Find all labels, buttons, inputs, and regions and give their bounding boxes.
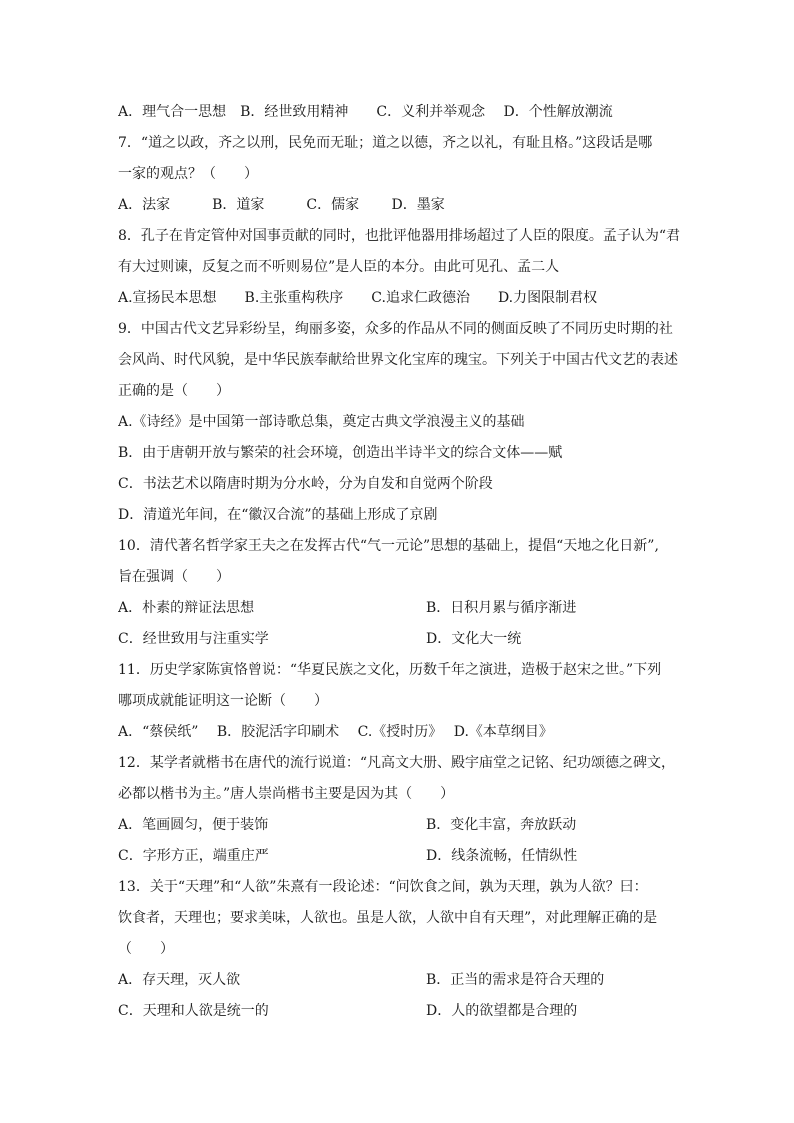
q12-option-d: D．线条流畅，任情纵性: [426, 848, 578, 864]
q8-stem-line-1: 8．孔子在肯定管仲对国事贡献的同时，也批评他器用排场超过了人臣的限度。孟子认为“君: [118, 228, 680, 244]
q11-stem-line-2: 哪项成就能证明这一论断（ ）: [118, 693, 328, 709]
q6-options: A．理气合一思想 B．经世致用精神 C．义利并举观念 D．个性解放潮流: [118, 104, 613, 120]
q9-option-d: D．清道光年间，在“徽汉合流”的基础上形成了京剧: [118, 507, 438, 523]
q13-options-row-1: [118, 965, 680, 996]
q12-stem-line-1: 12．某学者就楷书在唐代的流行说道：“凡高文大册、殿宇庙堂之记铭、纪功颂德之碑文，: [118, 755, 675, 771]
q10-option-b: B．日积月累与循序渐进: [426, 600, 577, 616]
q12-option-a: A．笔画圆匀，便于装饰: [118, 817, 269, 833]
q13-stem-line-3: （ ）: [118, 941, 174, 957]
q10-option-c: C．经世致用与注重实学: [118, 631, 269, 647]
document-page: [118, 97, 680, 1027]
q8-options: A.宣扬民本思想 B.主张重构秩序 C.追求仁政德治 D.力图限制君权: [118, 290, 598, 306]
q13-stem-line-1: 13．关于“天理”和“人欲”朱熹有一段论述：“问饮食之间，孰为天理，孰为人欲？曰：: [118, 879, 648, 895]
q13-stem-line-2: 饮食者，天理也；要求美味，人欲也。虽是人欲，人欲中自有天理”，对此理解正确的是: [118, 910, 658, 926]
q12-stem-line-2: 必都以楷书为主。”唐人崇尚楷书主要是因为其（ ）: [118, 786, 455, 802]
q11-options: A．“蔡侯纸” B．胶泥活字印刷术 C.《授时历》 D.《本草纲目》: [118, 724, 553, 740]
q9-stem-line-1: 9．中国古代文艺异彩纷呈，绚丽多姿，众多的作品从不同的侧面反映了不同历史时期的社: [118, 321, 673, 337]
q10-option-d: D．文化大一统: [426, 631, 522, 647]
q13-option-b: B．正当的需求是符合天理的: [426, 972, 605, 988]
q10-options-row-1: [118, 593, 680, 624]
q10-options-row-2: [118, 624, 680, 655]
q7-stem-line-2: 一家的观点？（ ）: [118, 166, 258, 182]
q9-stem-line-2: 会风尚、时代风貌，是中华民族奉献给世界文化宝库的瑰宝。下列关于中国古代文艺的表述: [118, 352, 678, 368]
q13-option-a: A．存天理，灭人欲: [118, 972, 241, 988]
q9-option-b: B．由于唐朝开放与繁荣的社会环境，创造出半诗半文的综合文体——赋: [118, 445, 563, 461]
q9-stem-line-3: 正确的是（ ）: [118, 383, 230, 399]
q9-option-c: C．书法艺术以隋唐时期为分水岭，分为自发和自觉两个阶段: [118, 476, 493, 492]
q7-stem-line-1: 7．“道之以政，齐之以刑，民免而无耻；道之以德，齐之以礼，有耻且格。”这段话是哪: [118, 135, 653, 151]
q9-option-a: A.《诗经》是中国第一部诗歌总集，奠定古典文学浪漫主义的基础: [118, 414, 525, 430]
q13-option-c: C．天理和人欲是统一的: [118, 1003, 269, 1019]
q12-options-row-1: [118, 810, 680, 841]
q12-options-row-2: [118, 841, 680, 872]
q11-stem-line-1: 11．历史学家陈寅恪曾说：“华夏民族之文化，历数千年之演进，造极于赵宋之世。”下列: [118, 662, 662, 678]
q8-stem-line-2: 有大过则谏，反复之而不听则易位”是人臣的本分。由此可见孔、孟二人: [118, 259, 560, 275]
q13-option-d: D．人的欲望都是合理的: [426, 1003, 578, 1019]
q12-option-b: B．变化丰富，奔放跃动: [426, 817, 577, 833]
q10-stem-line-1: 10．清代著名哲学家王夫之在发挥古代“气一元论”思想的基础上，提倡“天地之化日新”,: [118, 538, 659, 554]
q10-option-a: A．朴素的辩证法思想: [118, 600, 255, 616]
q10-stem-line-2: 旨在强调（ ）: [118, 569, 230, 585]
q13-options-row-2: [118, 996, 680, 1027]
q12-option-c: C．字形方正，端重庄严: [118, 848, 269, 864]
q7-options: A．法家 B．道家 C．儒家 D．墨家: [118, 197, 445, 213]
